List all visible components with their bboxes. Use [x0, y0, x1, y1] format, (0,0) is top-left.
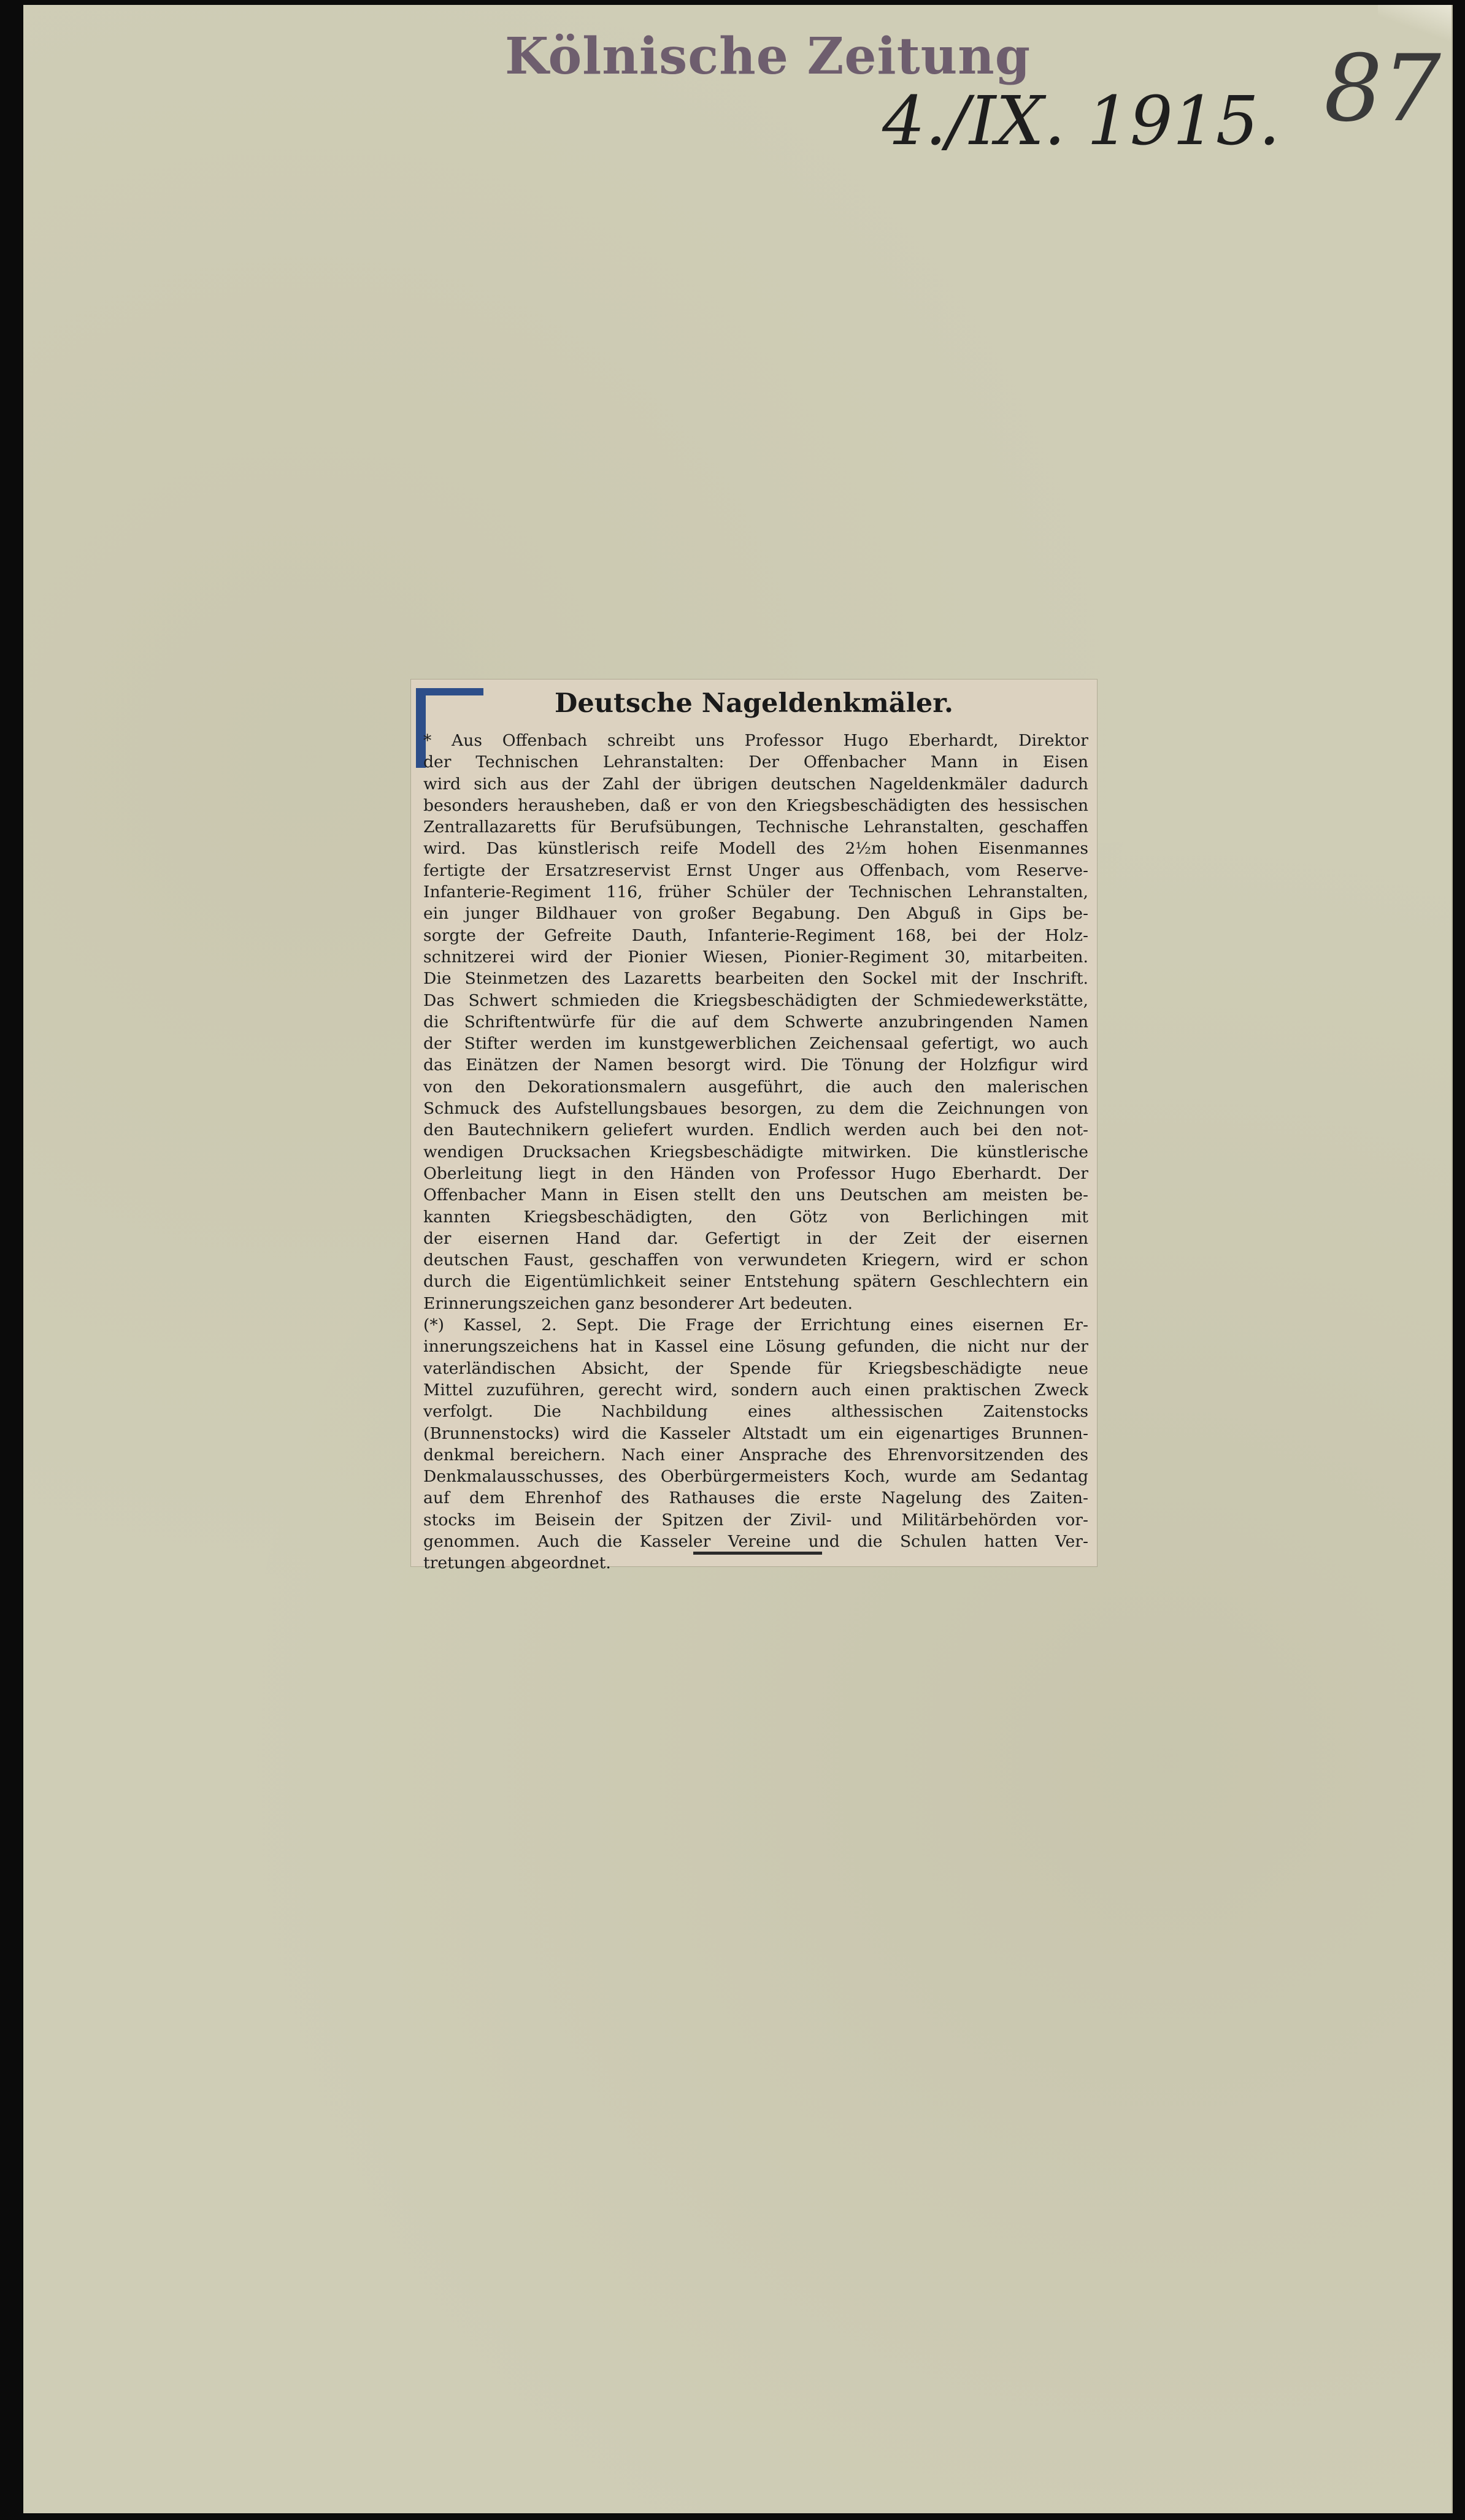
- article-line: innerungszeichens hat in Kassel eine Lösung gefunden, die nicht nur der: [423, 1337, 1088, 1357]
- article-line: (*) Kassel, 2. Sept. Die Frage der Errichtung eines eisernen Er-: [423, 1316, 1088, 1335]
- article-line: den Bautechnikern geliefert wurden. Endlich werden auch bei den not-: [423, 1120, 1088, 1140]
- article-line: vaterländischen Absicht, der Spende für Kriegsbeschädigte neue: [423, 1358, 1088, 1378]
- article-line: wendigen Drucksachen Kriegsbeschädigte mitwirken. Die künstlerische: [423, 1142, 1088, 1162]
- article-line: Schmuck des Aufstellungsbaues besorgen, zu dem die Zeichnungen von: [423, 1099, 1088, 1119]
- article-body: [423, 730, 1088, 1574]
- article-line: Das Schwert schmieden die Kriegsbeschädigten der Schmiedewerkstätte,: [423, 990, 1088, 1010]
- article-line: Denkmalausschusses, des Oberbürgermeisters Koch, wurde am Sedantag: [423, 1467, 1088, 1487]
- article-line: fertigte der Ersatzreservist Ernst Unger aus Offenbach, vom Reserve-: [423, 860, 1088, 880]
- article-line: deutschen Faust, geschaffen von verwundeten Kriegern, wird er schon: [423, 1250, 1088, 1270]
- article-line: der Technischen Lehranstalten: Der Offenbacher Mann in Eisen: [423, 753, 1088, 772]
- archive-sheet: [23, 5, 1453, 2513]
- article-end-rule: [693, 1552, 822, 1555]
- article-line: der Stifter werden im kunstgewerblichen Zeichensaal gefertigt, wo auch: [423, 1034, 1088, 1054]
- handwritten-date: 4./IX. 1915.: [882, 82, 1280, 160]
- article-line: wird. Das künstlerisch reife Modell des 2½m hohen Eisenmannes: [423, 839, 1088, 859]
- article-line: verfolgt. Die Nachbildung eines althessischen Zaitenstocks: [423, 1402, 1088, 1422]
- article-line: der eisernen Hand dar. Gefertigt in der Zeit der eisernen: [423, 1228, 1088, 1248]
- article-line: auf dem Ehrenhof des Rathauses die erste Nagelung des Zaiten-: [423, 1488, 1088, 1508]
- article-line: Die Steinmetzen des Lazaretts bearbeiten den Sockel mit der Inschrift.: [423, 969, 1088, 989]
- newspaper-masthead-stamp: Kölnische Zeitung: [505, 27, 1031, 86]
- handwritten-page-number: 87: [1324, 36, 1441, 142]
- article-title: Deutsche Nageldenkmäler.: [555, 688, 953, 719]
- article-line: Offenbacher Mann in Eisen stellt den uns Deutschen am meisten be-: [423, 1185, 1088, 1205]
- article-line: * Aus Offenbach schreibt uns Professor Hugo Eberhardt, Direktor: [423, 731, 1088, 750]
- article-line: die Schriftentwürfe für die auf dem Schwerte anzubringenden Namen: [423, 1012, 1088, 1032]
- article-line: (Brunnenstocks) wird die Kasseler Altstadt um ein eigenartiges Brunnen-: [423, 1423, 1088, 1443]
- article-line: Oberleitung liegt in den Händen von Professor Hugo Eberhardt. Der: [423, 1163, 1088, 1183]
- article-line: sorgte der Gefreite Dauth, Infanterie-Regiment 168, bei der Holz-: [423, 925, 1088, 945]
- article-line: Zentrallazaretts für Berufsübungen, Technische Lehranstalten, geschaffen: [423, 818, 1088, 837]
- article-line: tretungen abgeordnet.: [423, 1553, 611, 1573]
- article-line: Mittel zuzuführen, gerecht wird, sondern auch einen praktischen Zweck: [423, 1380, 1088, 1400]
- article-line: wird sich aus der Zahl der übrigen deutschen Nageldenkmäler dadurch: [423, 774, 1088, 794]
- article-line: Infanterie-Regiment 116, früher Schüler der Technischen Lehranstalten,: [423, 883, 1088, 902]
- article-line: schnitzerei wird der Pionier Wiesen, Pionier-Regiment 30, mitarbeiten.: [423, 947, 1088, 967]
- article-line: ein junger Bildhauer von großer Begabung. Den Abguß in Gips be-: [423, 904, 1088, 924]
- newspaper-clipping: [411, 680, 1097, 1573]
- article-line: genommen. Auch die Kasseler Vereine und die Schulen hatten Ver-: [423, 1531, 1088, 1551]
- article-line: kannten Kriegsbeschädigten, den Götz von Berlichingen mit: [423, 1207, 1088, 1227]
- article-line: stocks im Beisein der Spitzen der Zivil- und Militärbehörden vor-: [423, 1510, 1088, 1530]
- article-line: durch die Eigentümlichkeit seiner Entstehung spätern Geschlechtern ein: [423, 1272, 1088, 1292]
- article-line: denkmal bereichern. Nach einer Ansprache des Ehrenvorsitzenden des: [423, 1445, 1088, 1465]
- article-line: Erinnerungszeichen ganz besonderer Art bedeuten.: [423, 1293, 853, 1313]
- article-line: das Einätzen der Namen besorgt wird. Die Tönung der Holzfigur wird: [423, 1055, 1088, 1075]
- article-line: besonders herausheben, daß er von den Kriegsbeschädigten des hessischen: [423, 795, 1088, 815]
- article-line: von den Dekorationsmalern ausgeführt, die auch den malerischen: [423, 1077, 1088, 1097]
